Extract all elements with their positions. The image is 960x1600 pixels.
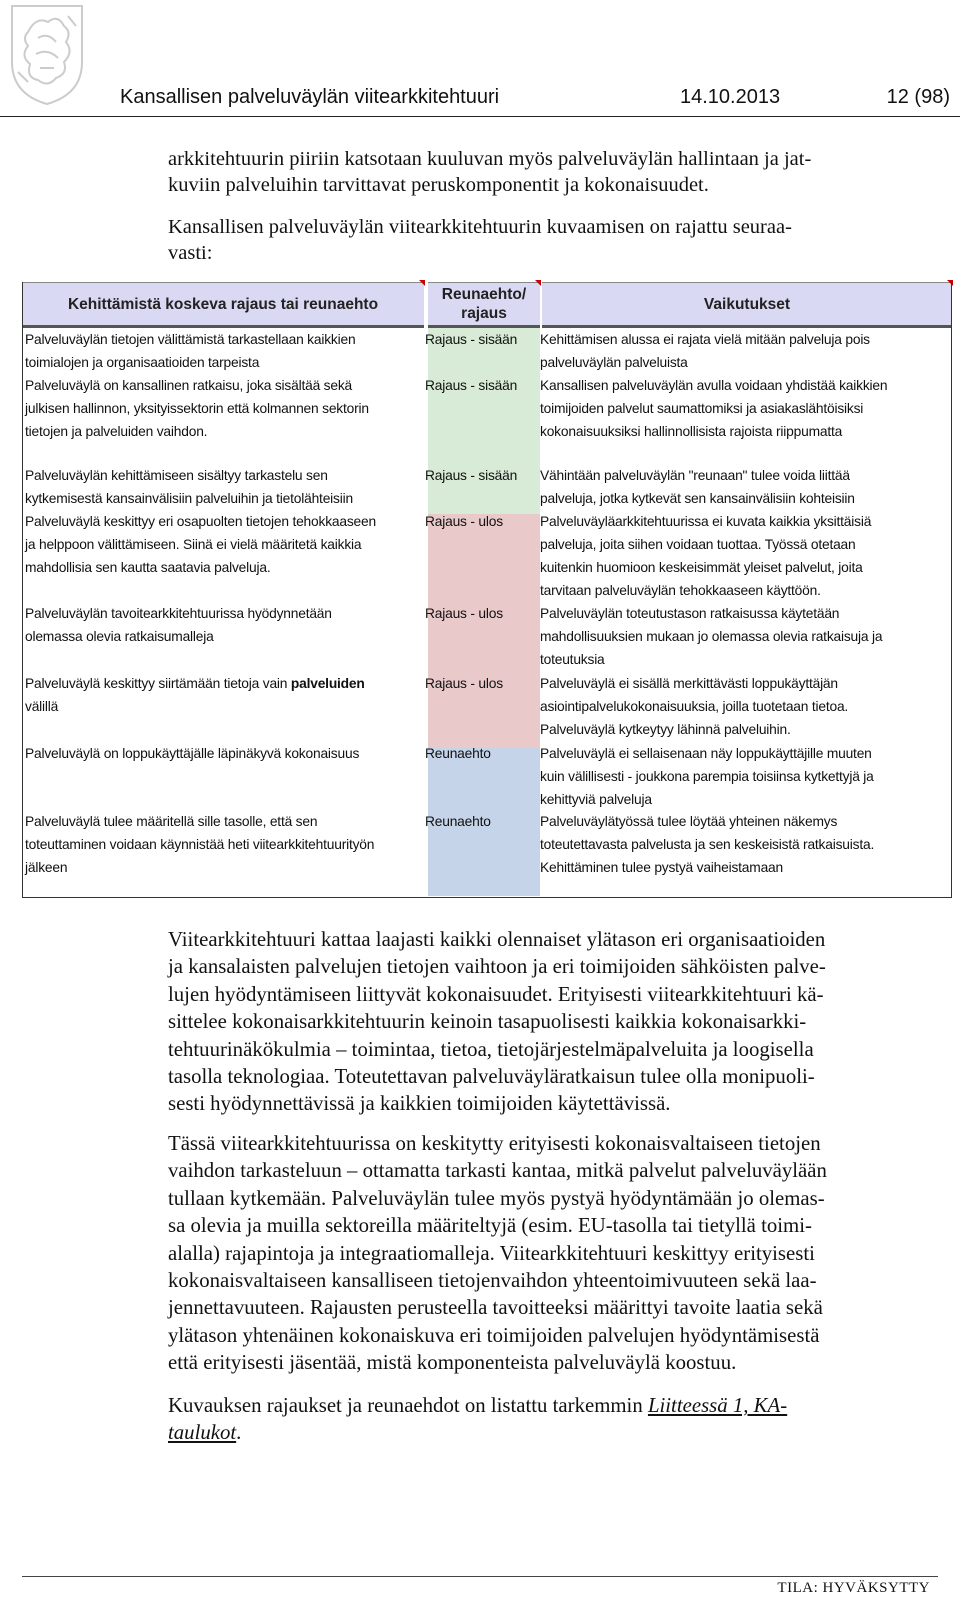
- text-line: kokonaisvaltaiseen kansalliseen tietojenvaihdon yhteentoimivuuteen sekä laa-: [168, 1269, 817, 1293]
- cell-line: palveluja, joita siihen voidaan tuottaa. Työssä otetaan: [540, 537, 856, 552]
- row-effects-cell: [540, 374, 950, 443]
- cell-line: Palveluväylän kehittämiseen sisältyy tarkastelu sen: [25, 468, 328, 483]
- cell-line: palveluja, jotka kytkevät sen kansainvälisiin kohteisiin: [540, 491, 855, 506]
- row-effects-cell: [540, 328, 950, 374]
- cell-line: julkisen hallinnon, yksityissektorin että kolmannen sektorin: [25, 401, 369, 416]
- comment-marker: [419, 280, 425, 286]
- row-type-cell: Reunaehto: [425, 746, 491, 761]
- cell-line: kuitenkin huomioon keskeisimmät yleiset palvelut, joita: [540, 560, 863, 575]
- cell-line: Vähintään palveluväylän "reunaan" tulee voida liittää: [540, 468, 850, 483]
- row-type-cell: Rajaus - ulos: [425, 514, 503, 529]
- appendix-link[interactable]: Liitteessä 1, KA-: [647, 1394, 788, 1417]
- cell-line: toimialojen ja organisaatioiden tarpeista: [25, 355, 260, 370]
- grid-line: [22, 897, 952, 898]
- header-text: Kehittämistä koskeva rajaus tai reunaehto: [67, 295, 379, 313]
- row-effects-cell: [540, 742, 950, 811]
- text-line: Viitearkkitehtuuri kattaa laajasti kaikki olennaiset ylätason eri organisaatioiden: [168, 928, 826, 951]
- document-title: Kansallisen palveluväylän viitearkkitehtuuri: [120, 86, 500, 108]
- cell-line: kehittyviä palveluja: [540, 792, 652, 807]
- cell-line: Palveluväylätyössä tulee löytää yhteinen näkemys: [540, 814, 838, 829]
- row-effects-cell: [540, 602, 950, 671]
- intro-paragraph-1: [168, 146, 944, 198]
- text-line: vaihdon tarkasteluun – ottamatta tarkasti kantaa, mitkä palvelut palveluväylään: [168, 1159, 827, 1183]
- row-scope-cell: [25, 464, 423, 510]
- text-line: kuviin palveluihin tarvittavat peruskomponentit ja kokonaisuudet.: [168, 174, 709, 196]
- row-type-cell: Reunaehto: [425, 814, 491, 829]
- text-line: että erityisesti jäsentää, mistä komponenteista palveluväylä koostuu.: [168, 1351, 737, 1375]
- cell-line: asiointipalvelukokonaisuuksia, joilla tuotetaan tietoa.: [540, 699, 849, 714]
- header-text: Vaikutukset: [703, 295, 791, 313]
- page-header: [120, 86, 950, 114]
- cell-line: kytkemisestä kansainvälisiin palveluihin ja tietolähteisiin: [25, 491, 353, 506]
- header-divider: [0, 116, 960, 117]
- text-line: sa olevia ja muilla sektoreilla määriteltyjä (esim. EU-tasolla tai tietyllä toimi-: [168, 1214, 812, 1238]
- cell-line: tietojen ja palveluiden vaihdon.: [25, 424, 208, 439]
- table-header-type: [428, 282, 540, 328]
- cell-line: Palveluväylä on loppukäyttäjälle läpinäkyvä kokonaisuus: [25, 746, 360, 761]
- grid-line: [22, 282, 23, 898]
- cell-line: Palveluväylä ei sisällä merkittävästi loppukäyttäjän: [540, 676, 838, 691]
- cell-line: Palveluväylä keskittyy siirtämään tietoja vain palveluiden: [25, 676, 365, 691]
- coat-of-arms-logo: [8, 2, 86, 106]
- table-header-effects: [542, 282, 952, 328]
- cell-line: Palveluväylän tavoitearkkitehtuurissa hyödynnetään: [25, 606, 332, 621]
- cell-line: Palveluväylä kytkeytyy lähinnä palveluihin.: [540, 722, 791, 737]
- page-number: 12 (98): [886, 86, 950, 108]
- comment-marker: [947, 280, 953, 286]
- body-paragraph-2: [168, 1130, 944, 1377]
- text-span: .: [236, 1421, 242, 1445]
- row-type-cell: Rajaus - sisään: [425, 468, 518, 483]
- cell-line: välillä: [25, 699, 59, 714]
- text-line: jennettavuuteen. Rajausten perusteella tavoitteeksi määrittyi tavoite laatia sekä: [168, 1296, 823, 1320]
- text-line: arkkitehtuurin piiriin katsotaan kuuluvan myös palveluväylän hallintaan ja jat-: [168, 148, 812, 170]
- text-span: Kuvauksen rajaukset ja reunaehdot on listattu tarkemmin: [168, 1394, 648, 1417]
- text-line: alalla) rajapintoja ja integraatiomalleja. Viitearkkitehtuuri keskittyy erityisesti: [168, 1241, 815, 1265]
- cell-line: Palveluväylän tietojen välittämistä tarkastellaan kaikkien: [25, 332, 356, 347]
- text-line: sittelee kokonaisarkkitehtuurin keinoin tasapuolisesti kaikkia kokonaisarkki-: [168, 1010, 807, 1034]
- row-scope-cell: [25, 742, 423, 765]
- cell-line: jälkeen: [25, 860, 68, 875]
- text-line: lujen hyödyntämiseen liittyvät kokonaisuudet. Erityisesti viitearkkitehtuuri kä-: [168, 982, 824, 1006]
- cell-line: Kehittäminen tulee pystyä vaiheistamaan: [540, 860, 783, 875]
- text-line: vasti:: [168, 242, 213, 264]
- cell-line: Kansallisen palveluväylän avulla voidaan yhdistää kaikkien: [540, 378, 888, 393]
- body-paragraph-3: [168, 1392, 944, 1447]
- header-text: Reunaehto/ rajaus: [441, 286, 527, 322]
- text-line: tehtuurinäkökulmia – toimintaa, tietoa, tietojärjestelmäpalveluita ja loogisella: [168, 1037, 814, 1061]
- footer-divider: [22, 1576, 938, 1577]
- cell-line: toteutettavasta palvelusta ja sen keskeisistä ratkaisuista.: [540, 837, 875, 852]
- row-type-cell: Rajaus - sisään: [425, 378, 518, 393]
- cell-line: olemassa olevia ratkaisumalleja: [25, 629, 214, 644]
- body-paragraph-1: [168, 926, 944, 1118]
- cell-line: tarvitaan palveluväylän tehokkaaseen käyttöön.: [540, 583, 821, 598]
- row-scope-cell: [25, 810, 423, 879]
- appendix-link-cont[interactable]: taulukot: [168, 1421, 237, 1445]
- row-scope-cell: [25, 510, 423, 579]
- row-scope-cell: [25, 374, 423, 443]
- cell-line: Palveluväyläarkkitehtuurissa ei kuvata kaikkia yksittäisiä: [540, 514, 872, 529]
- band-red: [428, 514, 540, 750]
- cell-line: ja helppoon välittämiseen. Siinä ei vielä määritetä kaikkia: [25, 537, 362, 552]
- intro-paragraph-2: [168, 214, 944, 266]
- table-header-scope: [22, 282, 424, 328]
- text-line: Kansallisen palveluväylän viitearkkitehtuurin kuvaamisen on rajattu seuraa-: [168, 216, 792, 238]
- cell-line: kokonaisuuksiksi hallinnollisista rajoista riippumatta: [540, 424, 843, 439]
- text-line: ylätason yhtenäinen kokonaiskuva eri toimijoiden palvelujen hyödyntämisestä: [168, 1323, 820, 1347]
- cell-line: Palveluväylä keskittyy eri osapuolten tietojen tehokkaaseen: [25, 514, 376, 529]
- cell-line: Palveluväylän toteutustason ratkaisussa käytetään: [540, 606, 840, 621]
- text-line: sesti hyödynnettävissä ja kaikkien toimijoiden käytettävissä.: [168, 1092, 671, 1116]
- row-type-cell: Rajaus - sisään: [425, 332, 518, 347]
- cell-line: Palveluväylä tulee määritellä sille tasolle, että sen: [25, 814, 318, 829]
- cell-line: mahdollisuuksien mukaan jo olemassa olevia ratkaisuja ja: [540, 629, 883, 644]
- cell-line: toimijoiden palvelut saumattomiksi ja asiakaslähtöisiksi: [540, 401, 864, 416]
- cell-line: palveluväylän palveluista: [540, 355, 688, 370]
- row-scope-cell: [25, 328, 423, 374]
- document-date: 14.10.2013: [680, 86, 781, 108]
- row-scope-cell: [25, 672, 423, 718]
- row-effects-cell: [540, 464, 950, 510]
- row-type-cell: Rajaus - ulos: [425, 606, 503, 621]
- cell-line: Palveluväylä on kansallinen ratkaisu, joka sisältää sekä: [25, 378, 353, 393]
- row-type-cell: Rajaus - ulos: [425, 676, 503, 691]
- comment-marker: [535, 280, 541, 286]
- row-effects-cell: [540, 510, 950, 602]
- text-line: Tässä viitearkkitehtuurissa on keskitytty erityisesti kokonaisvaltaiseen tietojen: [168, 1132, 821, 1155]
- document-status: TILA: HYVÄKSYTTY: [777, 1580, 930, 1596]
- cell-line: Kehittämisen alussa ei rajata vielä mitään palveluja pois: [540, 332, 870, 347]
- cell-line: Palveluväylä ei sellaisenaan näy loppukäyttäjille muuten: [540, 746, 872, 761]
- cell-line: mahdollisia sen kautta saatavia palveluja.: [25, 560, 271, 575]
- row-effects-cell: [540, 810, 950, 879]
- text-line: tasolla teknologiaa. Toteutettavan palveluväyläratkaisun tulee olla monipuoli-: [168, 1065, 815, 1089]
- row-scope-cell: [25, 602, 423, 648]
- cell-line: kuin välillisesti - joukkona parempia toisiinsa kytkettyjä ja: [540, 769, 874, 784]
- cell-line: toteuttaminen voidaan käynnistää heti viitearkkitehtuurityön: [25, 837, 375, 852]
- text-line: tullaan kytkemään. Palveluväylän tulee myös pystyä hyödyntämään jo olemas-: [168, 1186, 825, 1210]
- row-effects-cell: [540, 672, 950, 741]
- grid-line: [951, 282, 952, 898]
- emphasis: palveluiden: [290, 676, 365, 691]
- scope-table: [22, 282, 952, 898]
- text-line: ja kansalaisten palvelujen tietojen vaihtoon ja eri toimijoiden sähköisten palve-: [168, 955, 826, 979]
- cell-line: toteutuksia: [540, 652, 605, 667]
